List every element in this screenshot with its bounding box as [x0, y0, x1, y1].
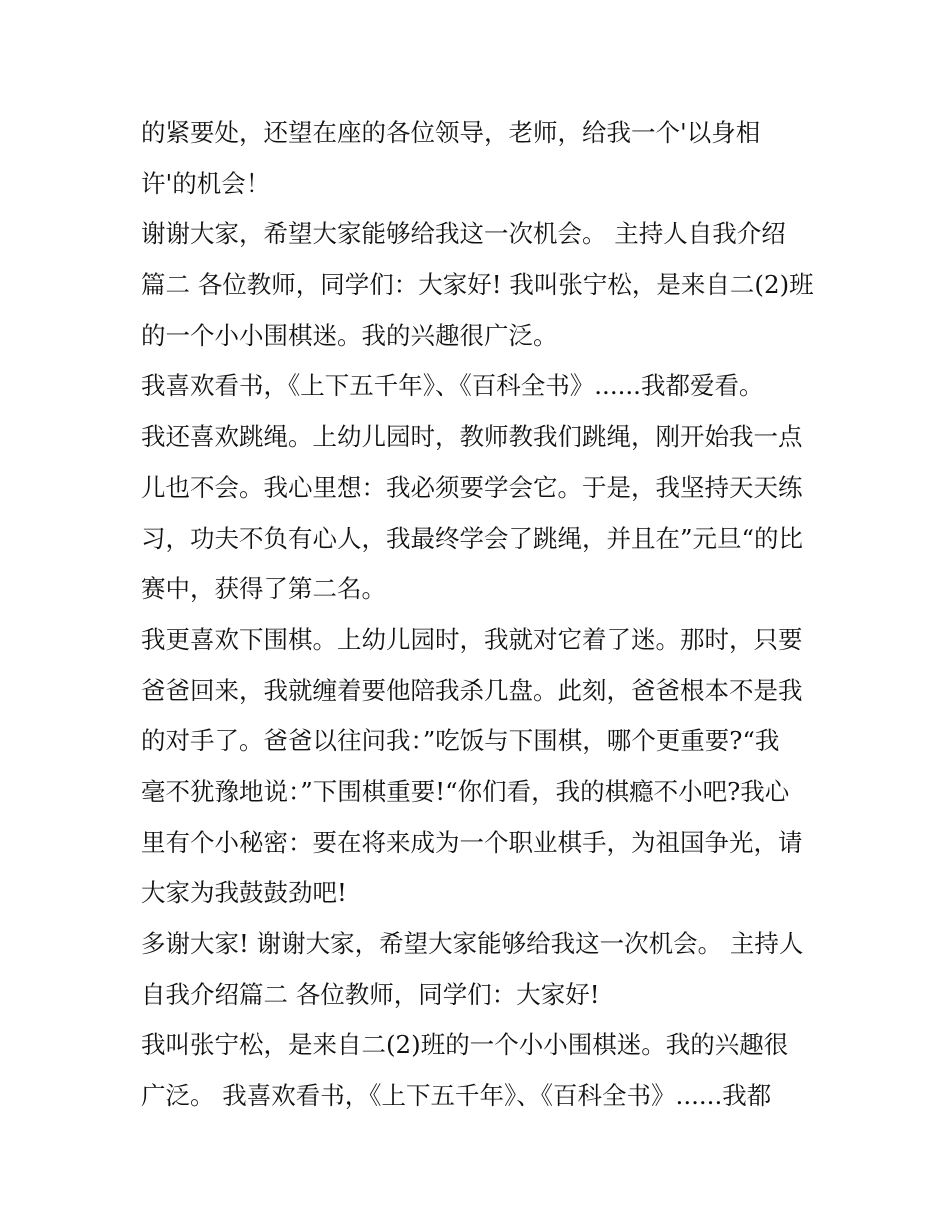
text-line: 的对手了。爸爸以往问我：”吃饭与下围棋，哪个更重要?“我: [141, 726, 780, 756]
document-body: [141, 108, 821, 1122]
text-line: 谢谢大家，希望大家能够给我这一次机会。 主持人自我介绍: [141, 219, 786, 249]
text-line: 的一个小小围棋迷。我的兴趣很广泛。: [141, 320, 558, 350]
text-line: 多谢大家! 谢谢大家，希望大家能够给我这一次机会。 主持人: [141, 929, 804, 958]
text-line: 我喜欢看书，《上下五千年》、《百科全书》......我都爱看。: [141, 371, 764, 401]
text-line: 爸爸回来，我就缠着要他陪我杀几盘。此刻，爸爸根本不是我: [141, 675, 803, 705]
text-line: 习，功夫不负有心人，我最终学会了跳绳，并且在”元旦“的比: [141, 523, 804, 553]
text-line: 赛中，获得了第二名。: [141, 574, 386, 604]
text-line: 毫不犹豫地说：”下围棋重要!“你们看，我的棋瘾不小吧?我心: [141, 776, 790, 806]
text-line: 的紧要处，还望在座的各位领导，老师，给我一个'以身相: [141, 118, 761, 147]
text-line: 自我介绍篇二 各位教师，同学们：大家好!: [141, 979, 600, 1009]
text-line: 里有个小秘密：要在将来成为一个职业棋手，为祖国争光，请: [141, 827, 803, 857]
text-line: 广泛。 我喜欢看书，《上下五千年》、《百科全书》......我都: [141, 1081, 772, 1111]
text-line: 篇二 各位教师，同学们：大家好! 我叫张宁松，是来自二(2)班: [141, 270, 814, 300]
text-line: 我更喜欢下围棋。上幼儿园时，我就对它着了迷。那时，只要: [141, 624, 803, 654]
text-line: 我叫张宁松，是来自二(2)班的一个小小围棋迷。我的兴趣很: [141, 1030, 789, 1060]
text-line: 儿也不会。我心里想：我必须要学会它。于是，我坚持天天练: [141, 472, 803, 502]
text-line: 大家为我鼓鼓劲吧!: [141, 878, 347, 908]
text-line: 我还喜欢跳绳。上幼儿园时，教师教我们跳绳，刚开始我一点: [141, 422, 803, 452]
text-line: 许'的机会！: [141, 168, 271, 198]
